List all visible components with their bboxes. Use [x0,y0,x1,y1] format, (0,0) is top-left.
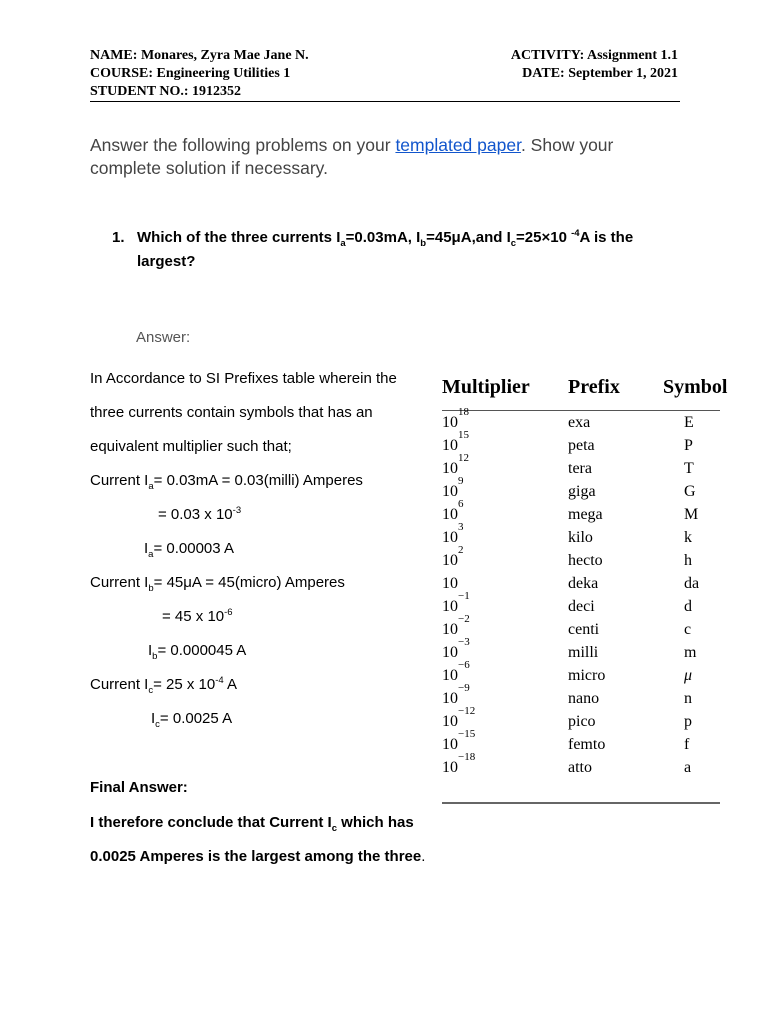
current-b-line-1: Current $I_b= 45\mu A$ = 45(micro) Amperes [90,574,345,594]
table-row [442,474,722,506]
multiplier-cell: 10 [442,575,458,592]
multiplier-cell: $10^{-1}$ [442,589,470,615]
multiplier-cell: $10^9$ [442,474,464,500]
symbol-cell: n [684,690,692,707]
symbol-cell: M [684,506,699,523]
activity-line: ACTIVITY: Assignment 1.1 [510,48,678,63]
table-row [442,451,722,483]
multiplier-cell: $10^{-15}$ [442,727,476,753]
symbol-cell: da [684,575,700,592]
header-multiplier: Multiplier [442,376,530,398]
symbol-cell: T [684,460,694,477]
table-row [442,612,722,644]
final-answer-label: Final Answer: [90,779,188,796]
final-answer-line-2: 0.0025 Amperes is the largest among the three. [90,848,426,865]
prefix-cell: tera [568,460,592,477]
prefix-cell: deka [568,575,599,592]
header-divider [90,101,680,102]
table-row [442,658,722,690]
course-line: COURSE: Engineering Utilities 1 [90,66,291,81]
prefix-cell: mega [568,506,603,523]
table-row [442,543,722,575]
current-b-line-3: $I_b= 0.000045$ A [148,642,247,662]
table-row [442,428,722,460]
multiplier-cell: $10^{18}$ [442,405,469,431]
final-answer-line-1: I therefore conclude that Current $I_c$ which has [90,814,414,834]
prefix-cell: peta [568,437,595,454]
header-symbol: Symbol [663,376,728,398]
multiplier-cell: $10^{-12}$ [442,704,476,730]
prefix-cell: femto [568,736,606,753]
symbol-cell: h [684,552,692,569]
question-1 [112,226,672,274]
multiplier-cell: $10^3$ [442,520,464,546]
prefix-cell: nano [568,690,600,707]
symbol-cell: f [684,736,690,753]
prefix-cell: milli [568,644,599,661]
header-left [90,47,309,101]
prefix-cell: atto [568,759,592,776]
symbol-cell: p [684,713,692,730]
symbol-cell: μ [684,667,693,684]
current-a-line-2: = 0.03 x $10^{-3}$ [158,505,242,523]
current-a-line-1: Current $I_a= 0.03mA$ = 0.03(milli) Amperes [90,472,363,492]
prefix-cell: centi [568,621,600,638]
table-row [442,750,722,782]
symbol-cell: m [684,644,697,661]
table-row [442,727,722,759]
multiplier-cell: $10^{12}$ [442,451,469,477]
student-no-line: STUDENT NO.: 1912352 [90,84,242,99]
question-number: 1. [112,229,125,246]
table-row [442,520,722,552]
prefix-cell: exa [568,414,591,431]
table-row [442,704,722,736]
multiplier-cell: $10^{-18}$ [442,750,476,776]
header-prefix: Prefix [568,376,620,398]
symbol-cell: d [684,598,692,615]
name-line: NAME: Monares, Zyra Mae Jane N. [90,48,309,63]
table-row [442,405,722,437]
symbol-cell: c [684,621,692,638]
table-top-rule [442,410,720,411]
prefix-cell: pico [568,713,596,730]
table-row [442,681,722,713]
prefix-cell: kilo [568,529,593,546]
date-line: DATE: September 1, 2021 [522,66,678,81]
symbol-cell: a [684,759,692,776]
table-row [442,497,722,529]
templated-paper-link[interactable]: templated paper [395,135,521,155]
question-text: Which of the three currents $I_a=0.03mA$, $I_b=45\mu A,and$ $I_c=25\times 10$ $^{-4}$A is the largest? [137,228,634,270]
symbol-cell: E [684,414,694,431]
current-b-line-2: = 45 x $10^{-6}$ [162,607,233,625]
table-bottom-rule [442,802,720,804]
multiplier-cell: $10^{-2}$ [442,612,470,638]
table-row [442,635,722,667]
symbol-cell: P [684,437,693,454]
header-right [511,47,678,83]
intro-line-2: three currents contain symbols that has an [90,404,373,421]
symbol-cell: G [684,483,696,500]
prefix-cell: deci [568,598,595,615]
answer-label: Answer: [136,329,191,346]
multiplier-cell: $10^{15}$ [442,428,469,454]
current-c-line-1: Current $I_c= 25$ x $10^{-4}$ A [90,675,238,696]
table-row [442,589,722,621]
instructions: Answer the following problems on your templated paper. Show your complete solution if necessary. [90,135,614,178]
symbol-cell: k [684,529,692,546]
table-row [442,575,722,598]
multiplier-cell: $10^2$ [442,543,464,569]
prefix-cell: giga [568,483,596,500]
multiplier-cell: $10^6$ [442,497,464,523]
prefix-cell: micro [568,667,606,684]
current-c-line-2: $I_c= 0.0025$ A [151,710,233,730]
multiplier-cell: $10^{-3}$ [442,635,470,661]
multiplier-cell: $10^{-6}$ [442,658,470,684]
prefix-cell: hecto [568,552,603,569]
current-a-line-3: $I_a= 0.00003$ A [144,540,234,560]
intro-line-1: In Accordance to SI Prefixes table wherein the [90,370,397,387]
multiplier-cell: $10^{-9}$ [442,681,470,707]
intro-line-3: equivalent multiplier such that; [90,438,292,455]
